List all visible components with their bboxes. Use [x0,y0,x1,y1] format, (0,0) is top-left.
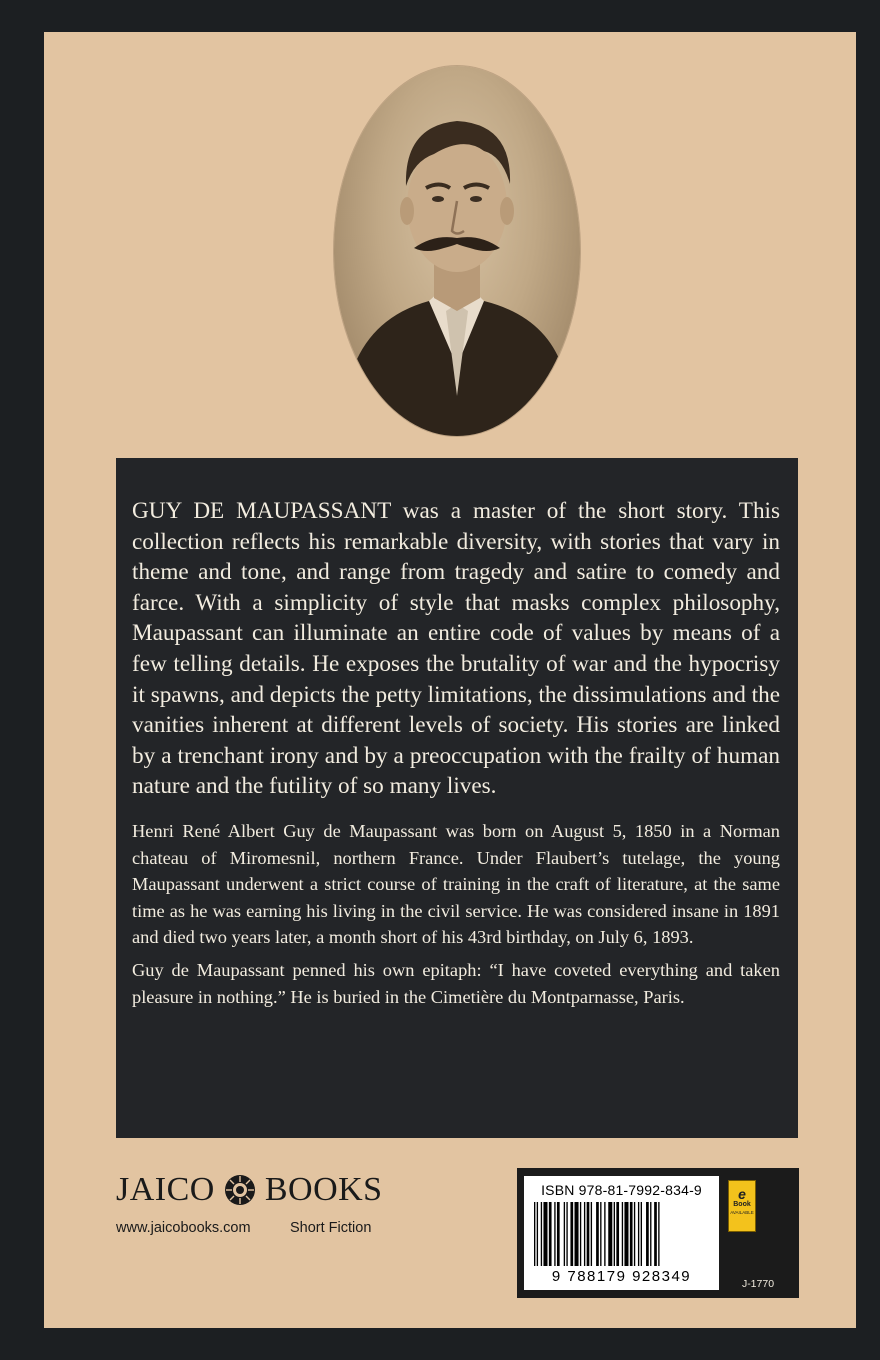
publisher-block [116,1170,416,1236]
book-blurb: GUY DE MAUPASSANT was a master of the short story. This collection reflects his remarkable diversity, with stories that vary in theme and tone, and range from tragedy and satire to comedy and farce. With a simplicity of style that masks complex philosophy, Maupassant can illuminate an entire code of values by means of a few telling details. He exposes the brutality of war and the hypocrisy it spawns, and depicts the petty limitations, the dissimulations and the vanities inherent at different levels of society. His stories are linked by a trenchant irony and by a preoccupation with the frailty of human nature and the futility of so many lives. [132,498,780,800]
catalog-code: J-1770 [741,1278,775,1290]
portrait-illustration [334,66,580,436]
author-epitaph: Guy de Maupassant penned his own epitaph: “I have coveted everything and taken pleasure in nothing.” He is buried in the Cimetière du Montparnasse, Paris. [132,959,780,1007]
ebook-e: e [738,1186,746,1202]
publisher-name-left: JAICO [116,1171,215,1208]
book-category: Short Fiction [290,1220,372,1236]
barcode-digits: 9 788179 928349 [551,1268,692,1285]
ebook-available: AVAILABLE [730,1210,754,1215]
author-portrait [334,66,580,436]
ebook-book: Book [733,1201,751,1208]
ebook-available-badge [728,1180,756,1232]
publisher-logo [116,1170,416,1210]
back-cover [44,32,856,1328]
sun-emblem-icon [223,1173,257,1207]
description-panel [116,458,798,1138]
publisher-website: www.jaicobooks.com [116,1220,251,1236]
barcode-image [532,1202,712,1266]
barcode-panel [517,1168,799,1298]
author-bio: Henri René Albert Guy de Maupassant was born on August 5, 1850 in a Norman chateau of Miromesnil, northern France. Under Flaubert’s tutelage, the young Maupassant underwent a strict course of training in the craft of literature, at the same time as he was earning his living in the civil service. He was considered insane in 1891 and died two years later, a month short of his 43rd birthday, on July 6, 1893. [132,820,780,948]
publisher-name-right: BOOKS [264,1171,383,1208]
isbn-number: ISBN 978-81-7992-834-9 [541,1182,702,1198]
barcode-label [524,1176,719,1290]
